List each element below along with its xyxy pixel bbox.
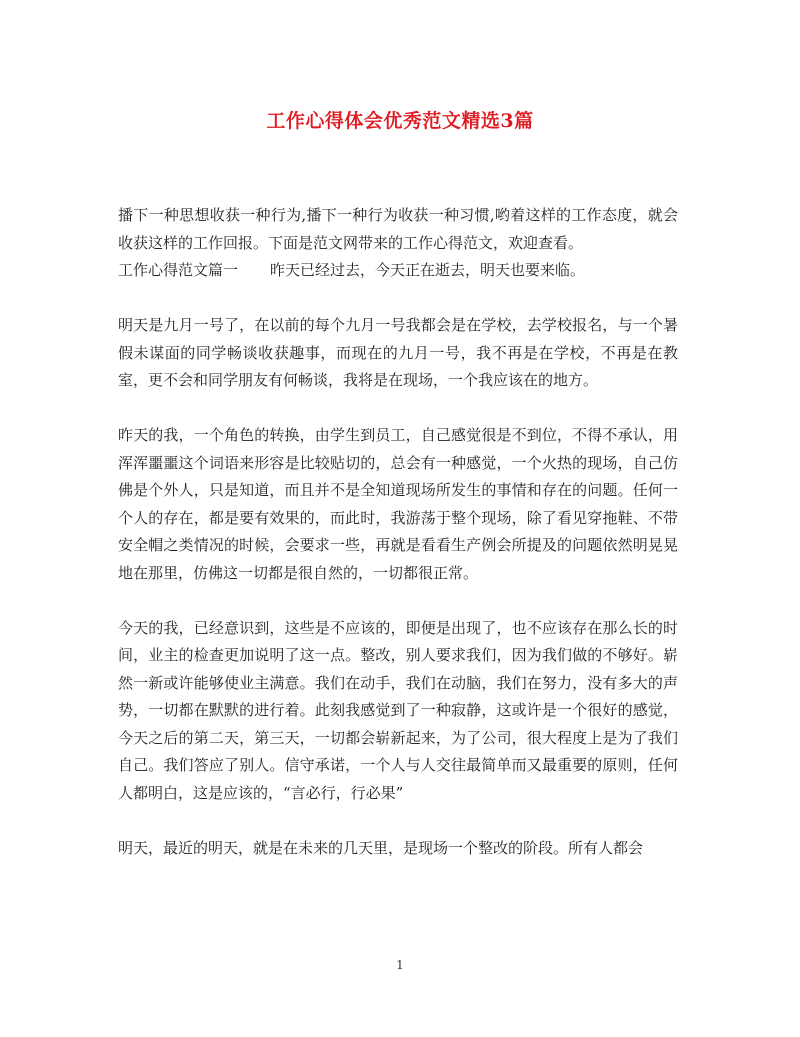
body-paragraph-4: 明天，最近的明天，就是在未来的几天里，是现场一个整改的阶段。所有人都会	[118, 838, 644, 857]
body-paragraph-3: 今天的我，已经意识到，这些是不应该的，即便是出现了，也不应该存在那么长的时间，业主的检查更加说明了这一点。整改，别人要求我们，因为我们做的不够好。崭然一新或许能够使业主满意。我们在动手，我们在动脑，我们在努力，没有多大的声势，一切都在默默的进行着。此刻我感觉到了一种寂静，这或许是一个很好的感觉，今天之后的第二天，第三天，一切都会崭新起来，为了公司，很大程度上是为了我们自己。我们答应了别人。信守承诺，一个人与人交往最简单而又最重要的原则，任何人都明白，这是应该的，“言必行，行必果”	[118, 618, 678, 802]
body-paragraph-1: 明天是九月一号了，在以前的每个九月一号我都会是在学校，去学校报名，与一个暑假未谋面的同学畅谈收获趣事，而现在的九月一号，我不再是在学校，不再是在教室，更不会和同学朋友有何畅谈，我将是在现场，一个我应该在的地方。	[118, 316, 678, 389]
document-title: 工作心得体会优秀范文精选3篇	[266, 110, 534, 132]
body-paragraph-2: 昨天的我，一个角色的转换，由学生到员工，自己感觉很是不到位，不得不承认，用浑浑噩噩这个词语来形容是比较贴切的，总会有一种感觉，一个火热的现场，自己仿佛是个外人，只是知道，而且并不是全知道现场所发生的事情和存在的问题。任何一个人的存在，都是要有效果的，而此时，我游荡于整个现场，除了看见穿拖鞋、不带安全帽之类情况的时候，会要求一些，再就是看看生产例会所提及的问题依然明晃晃地在那里，仿佛这一切都是很自然的，一切都很正常。	[118, 426, 678, 582]
document-body	[118, 202, 678, 862]
page-number: 1	[396, 958, 404, 972]
section-heading: 工作心得范文篇一	[118, 261, 239, 279]
section-lead: 昨天已经过去，今天正在逝去，明天也要来临。	[270, 261, 586, 279]
section-heading-line	[118, 257, 678, 285]
intro-paragraph: 播下一种思想收获一种行为,播下一种行为收获一种习惯,哟着这样的工作态度，就会收获这样的工作回报。下面是范文网带来的工作心得范文，欢迎查看。	[118, 206, 678, 252]
